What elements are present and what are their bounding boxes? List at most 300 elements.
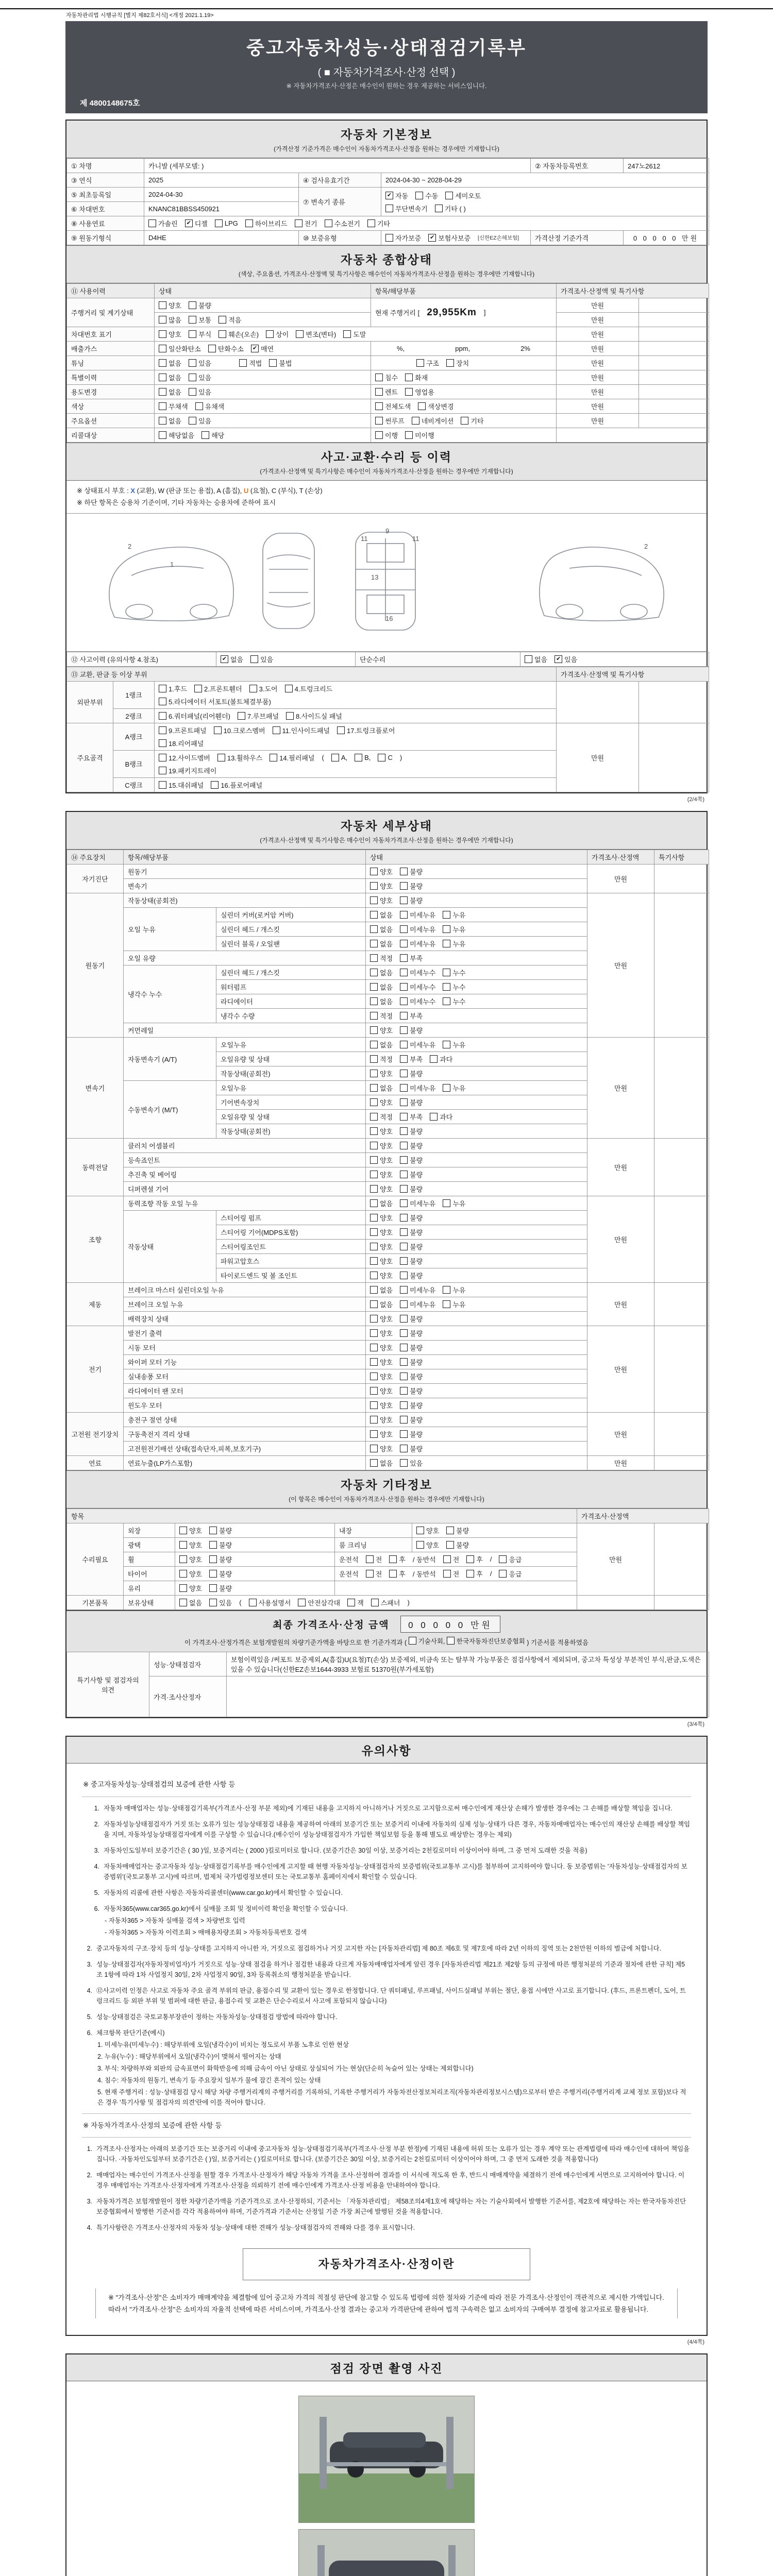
checkbox-label: 구조 bbox=[426, 360, 440, 367]
checkbox-양호[interactable] bbox=[370, 1025, 393, 1035]
checkbox-icon bbox=[430, 1055, 438, 1063]
checkbox-icon bbox=[214, 726, 222, 734]
checkbox-미세누유[interactable] bbox=[400, 1198, 435, 1208]
checkbox-label: 적정 bbox=[380, 1113, 393, 1121]
checkbox-누유[interactable] bbox=[443, 1198, 465, 1208]
checkbox-없음[interactable] bbox=[370, 1285, 393, 1295]
checkbox-icon bbox=[443, 925, 450, 933]
checkbox-label: 미세누유 bbox=[410, 925, 436, 934]
checkbox-icon bbox=[400, 940, 408, 947]
checkbox-기타 ( )[interactable] bbox=[435, 204, 466, 213]
checkbox-11.인사이드패널[interactable] bbox=[273, 725, 330, 735]
checkbox-icon bbox=[159, 685, 166, 692]
checkbox-icon bbox=[370, 1257, 378, 1265]
notice-heading-c: ※ 자동차가격조사·산정의 보증에 관한 사항 등 bbox=[82, 2113, 691, 2138]
checkbox-양호[interactable] bbox=[370, 1314, 393, 1324]
checkbox-부족[interactable] bbox=[400, 953, 423, 963]
checkbox-누유[interactable] bbox=[443, 924, 465, 934]
checkbox-자가보증[interactable] bbox=[385, 233, 421, 243]
checkbox-불량[interactable] bbox=[400, 1386, 423, 1396]
checkbox-icon bbox=[370, 1098, 378, 1106]
checkbox-영업용[interactable] bbox=[405, 387, 434, 397]
checkbox-icon bbox=[370, 1286, 378, 1294]
checkbox-icon bbox=[446, 359, 454, 367]
checkbox-해당없음[interactable] bbox=[159, 430, 194, 440]
checkbox-일산화탄소[interactable] bbox=[159, 344, 201, 353]
checkbox-탄화수소[interactable] bbox=[208, 344, 244, 353]
cell: 만원 bbox=[587, 1455, 654, 1470]
checkbox-LPG[interactable] bbox=[215, 219, 238, 227]
checkbox-양호[interactable] bbox=[370, 1126, 393, 1136]
checkbox-있음[interactable] bbox=[209, 1598, 232, 1607]
checkbox-미세누유[interactable] bbox=[400, 1083, 435, 1093]
checkbox-양호[interactable] bbox=[370, 1386, 393, 1396]
checkbox-전[interactable] bbox=[366, 1554, 382, 1564]
checkbox-icon bbox=[296, 330, 304, 338]
checkbox-9.프론트패널[interactable] bbox=[159, 725, 207, 735]
checkbox-icon bbox=[400, 1387, 408, 1395]
checkbox-양호[interactable] bbox=[370, 1328, 393, 1338]
checkbox-잭[interactable] bbox=[347, 1598, 364, 1607]
cell bbox=[639, 414, 709, 428]
checkbox-양호[interactable] bbox=[370, 1400, 393, 1410]
checkbox-불량[interactable] bbox=[400, 1069, 423, 1078]
column-header: 항목/해당부품 bbox=[371, 284, 557, 298]
checkbox-적정[interactable] bbox=[370, 953, 393, 963]
checkbox-불량[interactable] bbox=[189, 300, 211, 310]
checkbox-불량[interactable] bbox=[400, 1400, 423, 1410]
checkbox-label: 13.휠하우스 bbox=[227, 754, 263, 762]
checkbox-구조[interactable] bbox=[416, 358, 439, 368]
checkbox-없음[interactable] bbox=[370, 924, 393, 934]
checkbox-미이행[interactable] bbox=[405, 430, 434, 440]
checkbox-checked-icon bbox=[185, 219, 193, 227]
checkbox-icon bbox=[400, 1243, 408, 1250]
checkbox-16.플로어패널[interactable] bbox=[211, 780, 262, 790]
checkbox-양호[interactable] bbox=[370, 867, 393, 876]
checkbox-미세누유[interactable] bbox=[400, 1040, 435, 1049]
checkbox-누유[interactable] bbox=[443, 939, 465, 948]
checkbox-A,[interactable] bbox=[331, 754, 347, 761]
checkbox-불량[interactable] bbox=[400, 1270, 423, 1280]
checkbox-불량[interactable] bbox=[400, 1429, 423, 1439]
checkbox-없음[interactable] bbox=[370, 910, 393, 920]
checkbox-한국자동차진단보증협회[interactable] bbox=[447, 1636, 525, 1646]
checkbox-누유[interactable] bbox=[443, 910, 465, 920]
checkbox-응급[interactable] bbox=[499, 1554, 522, 1564]
state-code: A bbox=[216, 487, 221, 495]
checkbox-있음[interactable] bbox=[189, 358, 211, 368]
checkbox-icon bbox=[400, 983, 408, 991]
checkbox-불량[interactable] bbox=[400, 1213, 423, 1223]
checkbox-도말[interactable] bbox=[343, 329, 366, 339]
cell: 실린더 블록 / 오일팬 bbox=[216, 936, 366, 951]
checkbox-없음[interactable] bbox=[370, 996, 393, 1006]
checkbox-있음[interactable] bbox=[400, 1458, 423, 1468]
cell: 만원 bbox=[557, 342, 639, 356]
checkbox-사용설명서[interactable] bbox=[249, 1598, 291, 1607]
checkbox-상이[interactable] bbox=[266, 329, 289, 339]
checkbox-icon bbox=[159, 345, 166, 352]
checkbox-6.쿼터패널(리어휀더)[interactable] bbox=[159, 711, 230, 721]
checkbox-전[interactable] bbox=[443, 1569, 460, 1579]
checkbox-label: 디젤 bbox=[194, 220, 208, 228]
checkbox-불량[interactable] bbox=[400, 1371, 423, 1381]
cell: 만원 bbox=[557, 298, 639, 313]
checkbox-label: 양호 bbox=[380, 1228, 393, 1236]
checkbox-19.패키지트레이[interactable] bbox=[159, 766, 216, 775]
checkbox-양호[interactable] bbox=[370, 1270, 393, 1280]
checkbox-후[interactable] bbox=[466, 1554, 483, 1564]
checkbox-label: 전기 bbox=[304, 220, 317, 228]
checkbox-양호[interactable] bbox=[370, 1141, 393, 1150]
checkbox-양호[interactable] bbox=[179, 1526, 202, 1535]
checkbox-없음[interactable] bbox=[370, 1083, 393, 1093]
checkbox-보통[interactable] bbox=[189, 315, 211, 325]
checkbox-불량[interactable] bbox=[400, 1155, 423, 1165]
checkbox-무채색[interactable] bbox=[159, 401, 188, 411]
checkbox-누수[interactable] bbox=[443, 996, 465, 1006]
checkbox-전기[interactable] bbox=[295, 218, 317, 228]
checkbox-많음[interactable] bbox=[159, 315, 181, 325]
checkbox-양호[interactable] bbox=[370, 1170, 393, 1179]
checkbox-7.루브패널[interactable] bbox=[238, 711, 279, 721]
checkbox-label: 불량 bbox=[410, 1127, 423, 1136]
cell bbox=[155, 708, 557, 723]
checkbox-없음[interactable] bbox=[370, 968, 393, 977]
checkbox-없음[interactable] bbox=[159, 358, 181, 368]
checkbox-불량[interactable] bbox=[400, 867, 423, 876]
checkbox-있음[interactable] bbox=[189, 416, 211, 426]
cell: 자기진단 bbox=[67, 864, 124, 893]
checkbox-label: 18.리어패널 bbox=[169, 739, 204, 748]
checkbox-불량[interactable] bbox=[209, 1569, 232, 1579]
document-number: 제 4800148675호 bbox=[80, 99, 140, 108]
checkbox-label: 후 bbox=[399, 1555, 406, 1564]
checkbox-화재[interactable] bbox=[405, 372, 428, 382]
checkbox-icon bbox=[179, 1599, 187, 1606]
checkbox-없음[interactable] bbox=[370, 1299, 393, 1309]
checkbox-없음[interactable] bbox=[370, 1040, 393, 1049]
checkbox-불량[interactable] bbox=[400, 1328, 423, 1338]
checkbox-icon bbox=[400, 1171, 408, 1178]
checkbox-icon bbox=[370, 882, 378, 890]
checkbox-양호[interactable] bbox=[416, 1526, 439, 1535]
checkbox-양호[interactable] bbox=[159, 329, 181, 339]
checkbox-썬루프[interactable] bbox=[375, 416, 405, 426]
checkbox-label: 양호 bbox=[189, 1584, 203, 1592]
checkbox-양호[interactable] bbox=[370, 1429, 393, 1439]
checkbox-label: 매연 bbox=[261, 345, 274, 353]
checkbox-적정[interactable] bbox=[370, 1011, 393, 1021]
cell bbox=[654, 1595, 709, 1609]
checkbox-적정[interactable] bbox=[370, 1054, 393, 1064]
cell: 외판부위 bbox=[67, 681, 113, 723]
checkbox-양호[interactable] bbox=[370, 1371, 393, 1381]
checkbox-4.트렁크리드[interactable] bbox=[285, 684, 333, 693]
checkbox-불량[interactable] bbox=[209, 1526, 232, 1535]
checkbox-양호[interactable] bbox=[179, 1540, 202, 1550]
checkbox-불량[interactable] bbox=[400, 1343, 423, 1352]
checkbox-양호[interactable] bbox=[159, 300, 181, 310]
checkbox-icon bbox=[238, 712, 245, 720]
section-box-1 bbox=[65, 120, 708, 793]
checkbox-매연[interactable] bbox=[251, 344, 274, 353]
cell: 커먼레일 bbox=[124, 1023, 366, 1037]
checkbox-icon bbox=[400, 1084, 408, 1092]
checkbox-icon bbox=[400, 1070, 408, 1077]
checkbox-유채색[interactable] bbox=[195, 401, 225, 411]
checkbox-C[interactable] bbox=[378, 754, 392, 761]
checkbox-불량[interactable] bbox=[400, 895, 423, 905]
checkbox-있음[interactable] bbox=[554, 654, 577, 664]
checkbox-양호[interactable] bbox=[179, 1554, 202, 1564]
checkbox-누유[interactable] bbox=[443, 1083, 465, 1093]
checkbox-label: 누유 bbox=[452, 1199, 466, 1208]
checkbox-응급[interactable] bbox=[499, 1569, 522, 1579]
checkbox-없음[interactable] bbox=[159, 416, 181, 426]
checkbox-부족[interactable] bbox=[400, 1112, 423, 1122]
cell: 2024-04-30 bbox=[144, 188, 299, 202]
checkbox-없음[interactable] bbox=[159, 387, 181, 397]
checkbox-없음[interactable] bbox=[159, 372, 181, 382]
checkbox-전체도색[interactable] bbox=[375, 401, 411, 411]
checkbox-label: 양호 bbox=[380, 1344, 393, 1352]
checkbox-미세누수[interactable] bbox=[400, 982, 435, 992]
checkbox-있음[interactable] bbox=[189, 372, 211, 382]
checkbox-미세누수[interactable] bbox=[400, 996, 435, 1006]
other-table bbox=[66, 1509, 707, 1610]
checkbox-없음[interactable] bbox=[525, 654, 547, 664]
checkbox-자동[interactable] bbox=[385, 191, 408, 200]
cell: 배출가스 bbox=[67, 342, 155, 356]
checkbox-후[interactable] bbox=[389, 1569, 406, 1579]
checkbox-18.리어패널[interactable] bbox=[159, 738, 204, 748]
checkbox-양호[interactable] bbox=[370, 1213, 393, 1223]
checkbox-불량[interactable] bbox=[400, 1126, 423, 1136]
checkbox-icon bbox=[189, 359, 196, 367]
checkbox-icon bbox=[370, 1012, 378, 1020]
checkbox-label: 해당 bbox=[211, 432, 225, 439]
checkbox-불량[interactable] bbox=[209, 1583, 232, 1593]
checkbox-훼손(오손)[interactable] bbox=[219, 329, 259, 339]
checkbox-불량[interactable] bbox=[400, 1444, 423, 1453]
checkbox-icon bbox=[298, 1599, 306, 1606]
checkbox-label: 전 bbox=[375, 1570, 382, 1578]
checkbox-label: 기타 bbox=[377, 220, 391, 228]
checkbox-스패너[interactable] bbox=[371, 1598, 400, 1607]
checkbox-icon bbox=[355, 754, 362, 761]
checkbox-icon bbox=[400, 1098, 408, 1106]
checkbox-양호[interactable] bbox=[370, 1155, 393, 1165]
cell bbox=[371, 428, 557, 443]
checkbox-미세누수[interactable] bbox=[400, 968, 435, 977]
cell bbox=[366, 1297, 587, 1311]
checkbox-기술사회[interactable] bbox=[409, 1636, 445, 1646]
notice-item: 3. 자동차가격은 보험개발원이 정한 차량기준가액을 기준가격으로 조사·산정하되, 기준서는 「자동차관리법」 제58조의4제1호에 해당하는 자는 기술사회에서 발행한 기준서를, 제2호에 해당하는 자는 한국자동차진단보증협회에서 발행한 기준서를 각각 적용하여야 하며, 기준가격과 기준서는 산정일 기준 가장 최근에 발행된 것을 적용합니다. bbox=[87, 2198, 686, 2216]
cell bbox=[366, 864, 587, 878]
checkbox-불량[interactable] bbox=[400, 1415, 423, 1425]
checkbox-양호[interactable] bbox=[370, 1069, 393, 1078]
checkbox-미세누유[interactable] bbox=[400, 1299, 435, 1309]
checkbox-누유[interactable] bbox=[443, 1040, 465, 1049]
checkbox-세미오토[interactable] bbox=[445, 191, 481, 200]
checkbox-수동[interactable] bbox=[415, 191, 438, 200]
checkbox-없음[interactable] bbox=[221, 654, 243, 664]
checkbox-1.후드[interactable] bbox=[159, 684, 187, 693]
comprehensive-subtitle: (색상, 주요옵션, 가격조사·산정액 및 특기사항은 매수인이 자동차가격조사·산정을 원하는 경우에만 기재합니다) bbox=[238, 270, 535, 278]
checkbox-디젤[interactable] bbox=[185, 218, 208, 228]
checkbox-불량[interactable] bbox=[400, 1357, 423, 1367]
checkbox-미세누유[interactable] bbox=[400, 939, 435, 948]
checkbox-이행[interactable] bbox=[375, 430, 398, 440]
checkbox-3.도어[interactable] bbox=[249, 684, 278, 693]
checkbox-적음[interactable] bbox=[219, 315, 241, 325]
cell bbox=[366, 893, 587, 907]
checkbox-양호[interactable] bbox=[370, 1184, 393, 1194]
checkbox-label: 불량 bbox=[410, 1070, 423, 1078]
checkbox-label: 도말 bbox=[353, 331, 366, 338]
cell: ⑩ 보증유형 bbox=[299, 231, 381, 245]
checkbox-양호[interactable] bbox=[370, 1242, 393, 1251]
checkbox-적법[interactable] bbox=[239, 358, 262, 368]
checkbox-양호[interactable] bbox=[179, 1569, 202, 1579]
checkbox-불량[interactable] bbox=[400, 1242, 423, 1251]
checkbox-label: 없음 bbox=[380, 1300, 393, 1309]
checkbox-양호[interactable] bbox=[370, 1227, 393, 1237]
cell bbox=[654, 1455, 709, 1470]
checkbox-14.필러패널[interactable] bbox=[270, 753, 314, 762]
checkbox-17.트렁크플로어[interactable] bbox=[337, 725, 395, 735]
checkbox-기타[interactable] bbox=[461, 416, 483, 426]
checkbox-양호[interactable] bbox=[370, 1415, 393, 1425]
checkbox-불량[interactable] bbox=[209, 1540, 232, 1550]
checkbox-13.휠하우스[interactable] bbox=[217, 753, 262, 762]
checkbox-가솔린[interactable] bbox=[148, 218, 178, 228]
checkbox-5.라디에이터 서포트(볼트체결부품)[interactable] bbox=[159, 697, 271, 706]
checkbox-불량[interactable] bbox=[400, 1097, 423, 1107]
checkbox-네비게이션[interactable] bbox=[412, 416, 454, 426]
checkbox-있음[interactable] bbox=[250, 654, 273, 664]
cell bbox=[335, 1552, 577, 1566]
checkbox-미세누유[interactable] bbox=[400, 1285, 435, 1295]
checkbox-누유[interactable] bbox=[443, 1299, 465, 1309]
checkbox-불량[interactable] bbox=[400, 1170, 423, 1179]
checkbox-불량[interactable] bbox=[400, 1141, 423, 1150]
checkbox-없음[interactable] bbox=[370, 939, 393, 948]
checkbox-불량[interactable] bbox=[400, 1256, 423, 1266]
checkbox-양호[interactable] bbox=[370, 1256, 393, 1266]
checkbox-해당[interactable] bbox=[201, 430, 224, 440]
column-header: 상태 bbox=[366, 850, 587, 864]
checkbox-12.사이드멤버[interactable] bbox=[159, 753, 210, 762]
checkbox-안전삼각대[interactable] bbox=[298, 1598, 340, 1607]
checkbox-icon bbox=[366, 1570, 374, 1578]
checkbox-장치[interactable] bbox=[446, 358, 469, 368]
checkbox-양호[interactable] bbox=[370, 1444, 393, 1453]
checkbox-후[interactable] bbox=[389, 1554, 406, 1564]
checkbox-양호[interactable] bbox=[370, 895, 393, 905]
checkbox-있음[interactable] bbox=[189, 387, 211, 397]
checkbox-렌트[interactable] bbox=[375, 387, 398, 397]
checkbox-수소전기[interactable] bbox=[325, 218, 360, 228]
checkbox-미세누유[interactable] bbox=[400, 910, 435, 920]
checkbox-불량[interactable] bbox=[446, 1526, 469, 1535]
cell: 만원 bbox=[587, 1037, 654, 1138]
checkbox-양호[interactable] bbox=[179, 1583, 202, 1593]
cell: A랭크 bbox=[113, 723, 155, 750]
checkbox-B,[interactable] bbox=[355, 754, 371, 761]
checkbox-icon bbox=[400, 1127, 408, 1135]
checkbox-누수[interactable] bbox=[443, 968, 465, 977]
checkbox-변조(변타)[interactable] bbox=[296, 329, 336, 339]
checkbox-과다[interactable] bbox=[430, 1112, 452, 1122]
checkbox-미세누유[interactable] bbox=[400, 924, 435, 934]
checkbox-15.대쉬패널[interactable] bbox=[159, 780, 204, 790]
checkbox-누유[interactable] bbox=[443, 1285, 465, 1295]
checkbox-label: 전 bbox=[375, 1555, 382, 1564]
checkbox-부족[interactable] bbox=[400, 1054, 423, 1064]
cell: 윈도우 모터 bbox=[124, 1398, 366, 1412]
checkbox-양호[interactable] bbox=[416, 1540, 439, 1550]
cell bbox=[366, 936, 587, 951]
checkbox-보험사보증[interactable] bbox=[428, 233, 470, 243]
checkbox-10.크로스멤버[interactable] bbox=[214, 725, 265, 735]
checkbox-불량[interactable] bbox=[400, 881, 423, 891]
checkbox-전[interactable] bbox=[443, 1554, 460, 1564]
checkbox-불량[interactable] bbox=[209, 1554, 232, 1564]
checkbox-후[interactable] bbox=[466, 1569, 483, 1579]
checkbox-침수[interactable] bbox=[375, 372, 398, 382]
cell: 2025 bbox=[144, 173, 299, 188]
checkbox-부족[interactable] bbox=[400, 1011, 423, 1021]
checkbox-하이브리드[interactable] bbox=[245, 218, 288, 228]
checkbox-불량[interactable] bbox=[400, 1184, 423, 1194]
checkbox-없음[interactable] bbox=[370, 1458, 393, 1468]
checkbox-양호[interactable] bbox=[370, 1097, 393, 1107]
checkbox-양호[interactable] bbox=[370, 1357, 393, 1367]
checkbox-무단변속기[interactable] bbox=[385, 204, 428, 213]
checkbox-없음[interactable] bbox=[179, 1598, 202, 1607]
checkbox-없음[interactable] bbox=[370, 982, 393, 992]
checkbox-icon bbox=[179, 1555, 187, 1563]
checkbox-전[interactable] bbox=[366, 1569, 382, 1579]
checkbox-불량[interactable] bbox=[400, 1314, 423, 1324]
checkbox-불량[interactable] bbox=[446, 1540, 469, 1550]
checkbox-누수[interactable] bbox=[443, 982, 465, 992]
checkbox-8.사이드실 패널[interactable] bbox=[286, 711, 342, 721]
cell: 수동변속기 (M/T) bbox=[124, 1080, 216, 1138]
checkbox-불량[interactable] bbox=[400, 1227, 423, 1237]
checkbox-양호[interactable] bbox=[370, 881, 393, 891]
checkbox-적정[interactable] bbox=[370, 1112, 393, 1122]
cell bbox=[639, 385, 709, 399]
checkbox-색상변경[interactable] bbox=[418, 401, 453, 411]
checkbox-양호[interactable] bbox=[370, 1343, 393, 1352]
checkbox-label: 미세누유 bbox=[410, 1084, 436, 1092]
checkbox-불량[interactable] bbox=[400, 1025, 423, 1035]
checkbox-label: 없음 bbox=[169, 374, 182, 382]
checkbox-label: 불량 bbox=[410, 1372, 423, 1381]
checkbox-label: 양호 bbox=[380, 1401, 393, 1410]
checkbox-없음[interactable] bbox=[370, 1198, 393, 1208]
checkbox-불법[interactable] bbox=[269, 358, 292, 368]
checkbox-과다[interactable] bbox=[430, 1054, 452, 1064]
checkbox-기타[interactable] bbox=[367, 218, 390, 228]
cell bbox=[557, 681, 639, 723]
checkbox-부식[interactable] bbox=[189, 329, 211, 339]
checkbox-2.프론트휀더[interactable] bbox=[194, 684, 242, 693]
